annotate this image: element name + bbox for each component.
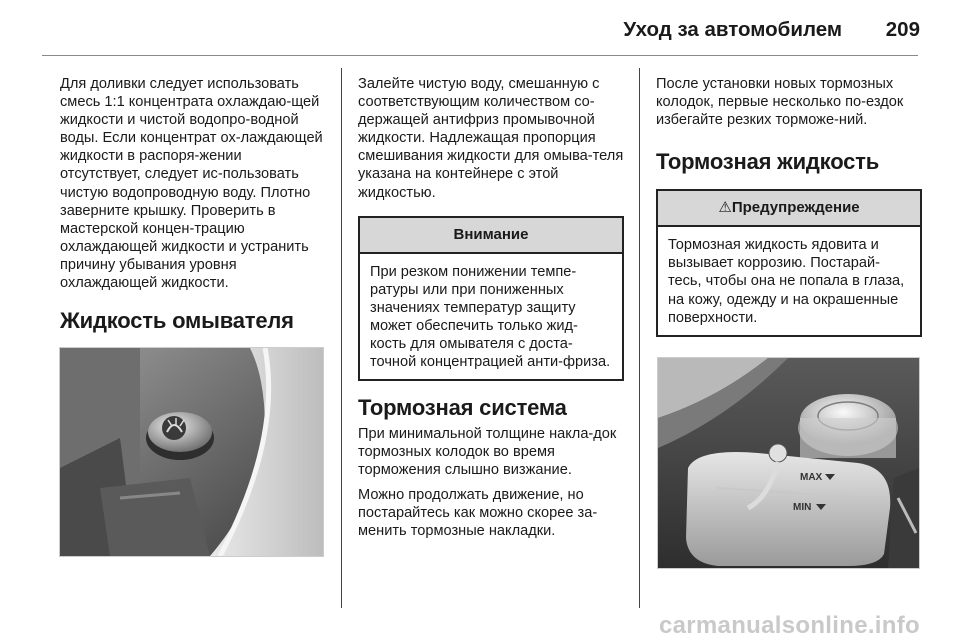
brake-fluid-heading: Тормозная жидкость xyxy=(656,149,880,175)
column-divider-2 xyxy=(639,68,640,608)
warning-header xyxy=(658,191,920,227)
page-number: 209 xyxy=(885,18,920,41)
warning-title: Предупреждение xyxy=(731,199,860,217)
column-3 xyxy=(656,75,922,337)
brake-paragraph-2: Можно продолжать движение, но постарайтесь как можно скорее за-менить тормозные накладки. xyxy=(358,486,598,539)
washer-reservoir-illustration xyxy=(60,348,323,556)
brake-system-heading: Тормозная система xyxy=(358,395,567,421)
caution-title: Внимание xyxy=(360,218,622,254)
column-divider-1 xyxy=(341,68,342,608)
brake-reservoir-illustration xyxy=(658,358,919,568)
column-2 xyxy=(358,75,624,546)
header-divider xyxy=(42,55,918,56)
watermark: carmanualsonline.info xyxy=(658,612,920,639)
washer-fluid-heading: Жидкость омывателя xyxy=(60,308,294,334)
warning-text: Тормозная жидкость ядовита и вызывает коррозию. Постарай-тесь, чтобы она не попала в глаза, на кожу, одежду и на окрашенные поверхности. xyxy=(668,237,905,326)
max-mark-label: MAX xyxy=(800,472,823,483)
page-header xyxy=(0,0,960,56)
brake-pads-paragraph: После установки новых тормозных колодок, первые несколько по-ездок избегайте резких торможе-ний. xyxy=(656,76,904,129)
warning-icon: ⚠ xyxy=(718,199,732,217)
column-1 xyxy=(60,75,326,334)
caution-text: При резком понижении темпе-ратуры или при пониженных значениях температур защиту может обеспечить только жид-кость для омывателя с доста-точной концентрацией анти-фриза. xyxy=(370,263,611,371)
washer-reservoir-photo xyxy=(59,347,324,557)
washer-paragraph: Залейте чистую воду, смешанную с соответствующим количеством со-держащей антифриз промывочной жидкости. Надлежащая пропорция смешивания жидкости для омыва-теля указана на контейнере с этой жидкостью. xyxy=(358,76,624,201)
brake-paragraph-1: При минимальной толщине накла-док тормозных колодок во время торможения слышно визжание. xyxy=(358,426,617,479)
coolant-paragraph: Для доливки следует использовать смесь 1:1 концентрата охлаждаю-щей жидкости и чистой водопро-водной воды. Если концентрат ох-лаждающей жидкости в распоря-жении отсутствует, следует ис-пользовать чистую водопроводную воду. Плотно заверните крышку. Проверить в мастерской концен-трацию охлаждающей жидкости и устранить причину убывания уровня охлаждающей жидкости. xyxy=(60,76,323,292)
brake-reservoir-photo xyxy=(657,357,920,569)
min-mark-label: MIN xyxy=(793,502,812,513)
section-title: Уход за автомобилем xyxy=(623,18,842,41)
caution-box xyxy=(358,216,624,382)
warning-box xyxy=(656,189,922,336)
